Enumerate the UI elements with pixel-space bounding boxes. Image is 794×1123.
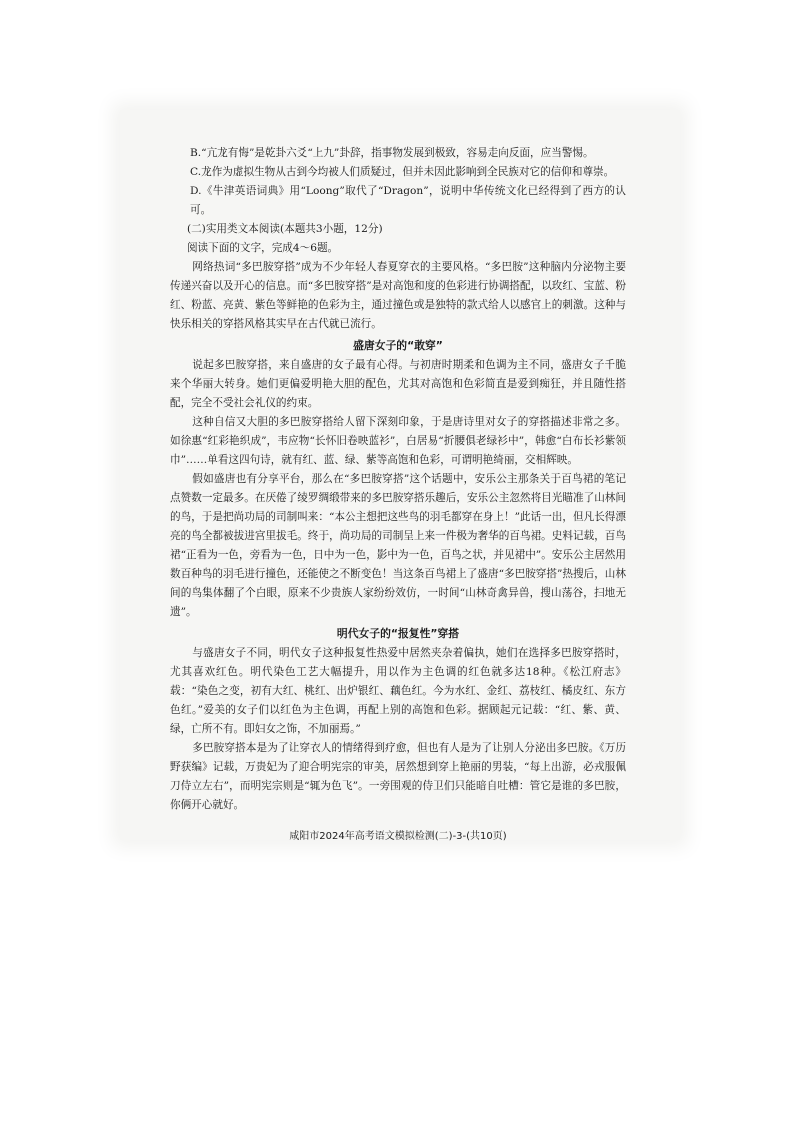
section-instruction: 阅读下面的文字，完成4～6题。 bbox=[186, 242, 339, 254]
section-title: (二)实用类文本阅读(本题共3小题，12分) bbox=[186, 223, 383, 235]
article-intro: 网络热词“多巴胺穿搭”成为不少年轻人春夏穿衣的主要风格。“多巴胺”这种脑内分泌物主要传递兴奋以及开心的信息。而“多巴胺穿搭”是对高饱和度的色彩进行协调搭配，以玫红、宝蓝、粉红、粉蓝、亮黄、紫色等鲜艳的色彩为主，通过撞色或是独特的款式给人以感官上的刺激。这种与快乐相关的穿搭风格其实早在古代就已流行。 bbox=[170, 261, 626, 330]
option-c: C.龙作为虚拟生物从古到今均被人们质疑过，但并未因此影响到全民族对它的信仰和尊崇。 bbox=[190, 166, 615, 178]
option-b: B.“亢龙有悔”是乾卦六爻“上九”卦辞，指事物发展到极致，容易走向反面，应当警惕。 bbox=[190, 147, 594, 159]
page-footer: 咸阳市2024年高考语文模拟检测(二)-3-(共10页) bbox=[289, 831, 507, 842]
article-paragraph-3: 假如盛唐也有分享平台，那么在“多巴胺穿搭”这个话题中，安乐公主那条关于百鸟裙的笔记点赞数一定最多。在厌倦了绫罗绸缎带来的多巴胺穿搭乐趣后，安乐公主忽然将目光瞄准了山林间的鸟，于是把尚功局的司制叫来：“本公主想把这些鸟的羽毛都穿在身上！”此话一出，但凡长得漂亮的鸟全都被拔进宫里拔毛。终于，尚功局的司制呈上来一件极为奢华的百鸟裙。史料记载，百鸟裙“正看为一色，旁看为一色，日中为一色，影中为一色，百鸟之状，并见裙中”。安乐公主居然用数百种鸟的羽毛进行撞色，还能使之不断变色！当这条百鸟裙上了盛唐“多巴胺穿搭”热搜后，山林间的鸟集体翻了个白眼，原来不少贵族人家纷纷效仿，一时间“山林奇禽异兽，搜山荡谷，扫地无遗”。 bbox=[170, 473, 626, 618]
article-heading-tang: 盛唐女子的“敢穿” bbox=[353, 339, 443, 352]
exam-page-content bbox=[170, 144, 626, 846]
article-paragraph-4: 与盛唐女子不同，明代女子这种报复性热爱中居然夹杂着偏执，她们在选择多巴胺穿搭时，尤其喜欢红色。明代染色工艺大幅提升，用以作为主色调的红色就多达18种。《松江府志》载：“染色之变，初有大红、桃红、出炉银红、藕色红。今为水红、金红、荔枝红、橘皮红、东方色红。”爱美的女子们以红色为主色调，再配上别的高饱和色彩。据顾起元记载：“红、紫、黄、绿，亡所不有。即妇女之饰，不加丽焉。” bbox=[170, 647, 626, 735]
article-paragraph-1: 说起多巴胺穿搭，来自盛唐的女子最有心得。与初唐时期柔和色调为主不同，盛唐女子千脆来个华丽大转身。她们更偏爱明艳大胆的配色，尤其对高饱和色彩简直是爱到痴狂，并且随性搭配，完全不受社会礼仪的约束。 bbox=[170, 359, 626, 409]
article-heading-ming: 明代女子的“报复性”穿搭 bbox=[336, 627, 460, 640]
article-paragraph-5: 多巴胺穿搭本是为了让穿衣人的情绪得到疗愈，但也有人是为了让别人分泌出多巴胺。《万历野获编》记载，万贵妃为了迎合明宪宗的审美，居然想到穿上艳丽的男装，“每上出游，必戎服佩刀侍立左右”，而明宪宗则是“辄为色飞”。一旁围观的侍卫们只能暗自吐槽：管它是谁的多巴胺，你俩开心就好。 bbox=[170, 742, 626, 811]
option-d: D.《牛津英语词典》用“Loong”取代了“Dragon”，说明中华传统文化已经得到了西方的认可。 bbox=[190, 185, 626, 216]
article-paragraph-2: 这种自信又大胆的多巴胺穿搭给人留下深刻印象，于是唐诗里对女子的穿搭描述非常之多。如徐惠“红彩艳织成”，韦应物“长怀旧卷映蓝衫”，白居易“折腰俱老绿衫中”，韩愈“白布长衫紫领巾”……单看这四句诗，就有红、蓝、绿、紫等高饱和色彩，可谓明艳绮丽，交相辉映。 bbox=[170, 416, 626, 466]
